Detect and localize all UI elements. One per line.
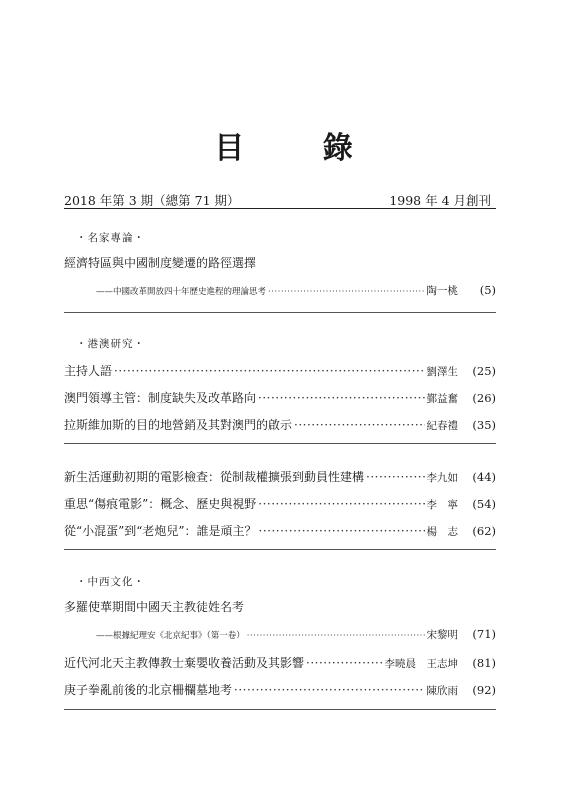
founding-date: 1998 年 4 月創刊	[389, 193, 491, 208]
section-divider	[64, 312, 496, 313]
toc-entry-author: 李曉晨 王志坤	[384, 658, 458, 670]
toc-entry-author: 陳欣雨	[426, 685, 458, 697]
toc-entry-title: 澳門領導主管：制度缺失及改革路向	[64, 391, 257, 405]
toc-entry[interactable]	[64, 654, 496, 671]
toc-entry-author: 劉澤生	[426, 366, 458, 378]
toc-entry-page: (5)	[479, 283, 496, 297]
leader-dots	[114, 364, 424, 378]
toc-entry-page: (54)	[472, 497, 496, 511]
header-divider	[64, 208, 496, 209]
toc-entry-title: ——中國改革開放四十年歷史進程的理論思考	[96, 287, 267, 297]
toc-entry-title[interactable]: 多羅使華期間中國天主教徒姓名考	[64, 600, 245, 614]
page-title: 目 錄	[214, 131, 387, 166]
toc-entry[interactable]	[64, 389, 496, 406]
leader-dots	[258, 391, 424, 405]
toc-entry-author: 李九如	[426, 472, 458, 484]
section-divider	[64, 549, 496, 550]
toc-entry[interactable]	[64, 468, 496, 485]
leader-dots	[234, 683, 424, 697]
issue-number: 2018 年第 3 期（總第 71 期）	[64, 193, 240, 208]
section-divider	[64, 443, 496, 444]
toc-entry-page: (81)	[472, 656, 496, 670]
leader-dots	[366, 470, 424, 484]
section-heading: ・港澳研究・	[76, 338, 145, 350]
leader-dots	[247, 631, 425, 641]
toc-entry[interactable]	[64, 495, 496, 512]
toc-entry-title: 近代河北天主教傳教士棄嬰收養活動及其影響	[64, 656, 305, 670]
leader-dots	[294, 418, 424, 432]
toc-entry[interactable]	[64, 416, 496, 433]
toc-entry-title: 重思“傷痕電影”：概念、歷史與視野	[64, 497, 257, 511]
toc-entry-page: (62)	[472, 524, 496, 538]
toc-entry[interactable]	[96, 283, 496, 298]
toc-entry[interactable]	[64, 681, 496, 698]
toc-entry-author: 楊 志	[426, 526, 458, 538]
section-divider	[64, 709, 496, 710]
toc-entry-page: (26)	[472, 391, 496, 405]
toc-entry-author: 李 寧	[426, 499, 458, 511]
toc-entry-title: 新生活運動初期的電影檢查：從制裁權擴張到動員性建構	[64, 470, 365, 484]
toc-entry-title: 庚子拳亂前後的北京柵欄墓地考	[64, 683, 233, 697]
toc-entry-page: (44)	[472, 470, 496, 484]
toc-entry-author: 鄞益奮	[426, 393, 458, 405]
toc-entry-title: ——根據紀理安《北京紀事》（第一卷）	[96, 631, 245, 641]
toc-entry-title[interactable]: 經濟特區與中國制度變遷的路徑選擇	[64, 256, 257, 270]
toc-entry-page: (25)	[472, 364, 496, 378]
leader-dots	[258, 497, 424, 511]
toc-entry-author: 紀春禮	[426, 420, 458, 432]
toc-entry-page: (35)	[472, 418, 496, 432]
toc-entry-page: (71)	[472, 627, 496, 641]
toc-entry[interactable]	[64, 522, 496, 539]
toc-entry[interactable]	[64, 362, 496, 379]
section-heading: ・中西文化・	[76, 576, 145, 588]
toc-entry-author: 陶一桃	[426, 285, 458, 297]
leader-dots	[259, 524, 425, 538]
toc-entry-title: 主持人語	[64, 364, 113, 378]
toc-entry-page: (92)	[472, 683, 496, 697]
leader-dots	[268, 287, 424, 297]
toc-entry-title: 拉斯維加斯的目的地營銷及其對澳門的啟示	[64, 418, 293, 432]
toc-entry-author: 宋黎明	[426, 629, 458, 641]
section-heading: ・名家專論・	[76, 232, 145, 244]
toc-entry-title: 從“小混蛋”到“老炮兒”：誰是頑主？	[64, 524, 257, 538]
leader-dots	[306, 656, 382, 670]
toc-entry[interactable]	[96, 627, 496, 642]
